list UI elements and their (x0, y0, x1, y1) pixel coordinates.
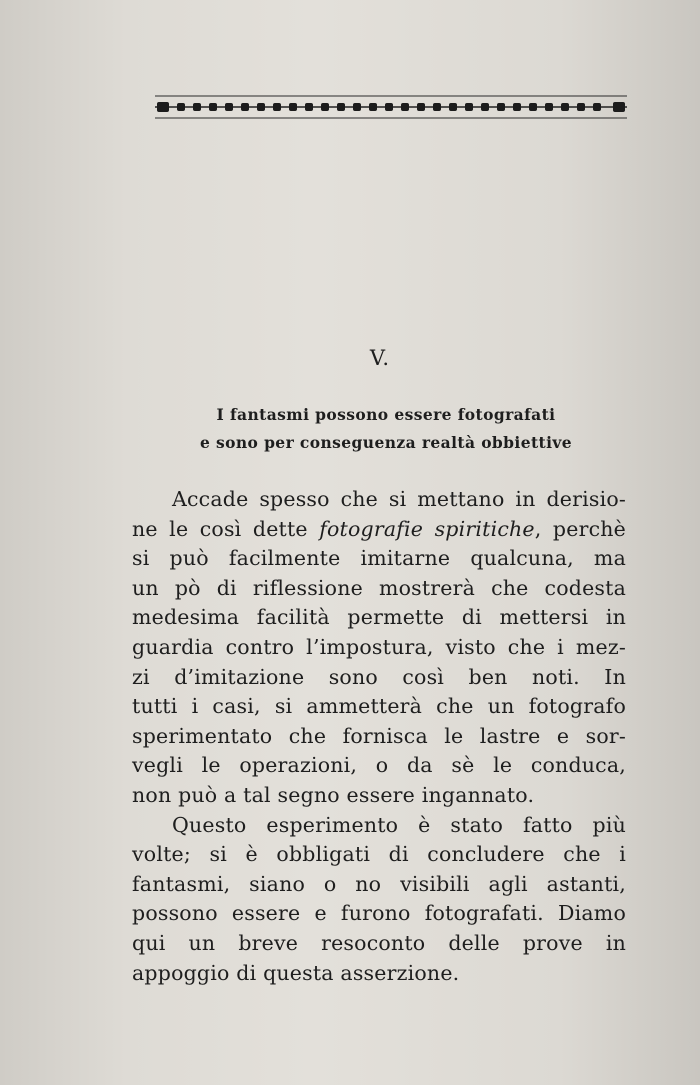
italic-term: fotografie spiritiche (319, 516, 535, 541)
text-line: qui un breve resoconto delle prove in (132, 930, 626, 955)
paragraph-2 (132, 811, 626, 989)
text-line: vegli le operazioni, o da sè le conduca, (132, 753, 626, 778)
text-line: zi d’imitazione sono così ben noti. In (132, 664, 626, 689)
text-segment: , perchè (534, 516, 626, 541)
text-line: si può facilmente imitarne qualcuna, ma (132, 546, 626, 571)
text-line: fantasmi, siano o no visibili agli astanti, (132, 871, 626, 896)
heading-line-2: e sono per conseguenza realtà obbiettive (199, 433, 573, 452)
heading-line-1: I fantasmi possono essere fotografati (216, 405, 556, 424)
text-line: non può a tal segno essere ingannato. (132, 782, 535, 807)
paragraph-1 (132, 485, 626, 811)
chapter-number: V. (369, 346, 391, 370)
text-line: Accade spesso che si mettano in derisio- (172, 487, 626, 511)
text-line: volte; si è obbligati di concludere che i (132, 842, 626, 867)
text-line (132, 515, 626, 545)
text-line: un pò di riflessione mostrerà che codesta (132, 575, 626, 600)
text-line: tutti i casi, si ammetterà che un fotografo (132, 694, 626, 719)
text-segment: ne le così dette (132, 516, 320, 541)
body-text (132, 485, 626, 988)
text-line: possono essere e furono fotografati. Diamo (132, 901, 626, 926)
text-line: medesima facilità permette di mettersi in (132, 605, 626, 630)
text-line: Questo esperimento è stato fatto più (172, 812, 626, 837)
text-line: appoggio di questa asserzione. (132, 960, 460, 985)
text-line: sperimentato che fornisca le lastre e sor- (132, 723, 626, 748)
text-line: guardia contro l’impostura, visto che i mez- (132, 634, 626, 659)
decorative-header-ornament (155, 93, 627, 121)
chapter-heading (160, 401, 612, 457)
